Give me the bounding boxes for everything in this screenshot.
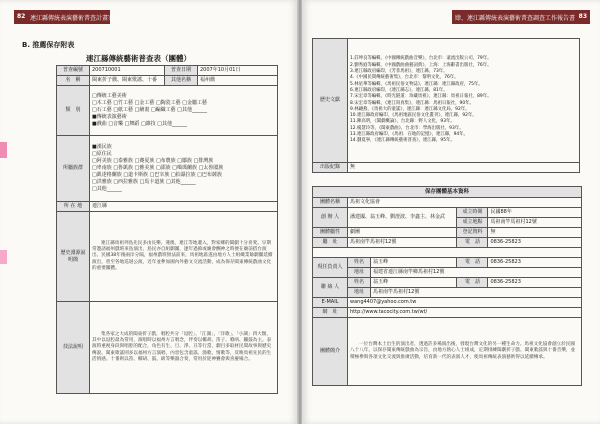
email-label: E-MAIL (313, 298, 348, 308)
reference-item: 10.連江縣政府編印，《馬祖地區民俗文化叢刊》，連江縣，92年。 (350, 113, 477, 119)
registration-label: 登記資料 (457, 228, 488, 238)
ethnic-line: □凱達格蘭族 □道卡斯族 □巴宰族 □拍瀑拉族 □巴布薩族 (92, 172, 222, 178)
ethnic-group-label: 所屬族群 (57, 136, 90, 202)
reference-item: 5.林星華等編輯，《馬祖民俗文物誌》，連江縣：連江縣政府，75年。 (350, 81, 483, 87)
header-title: 肆、連江縣傳統表演藝術普查調查工作報告書 (455, 15, 576, 22)
founded-label: 成立時間 (457, 208, 488, 218)
name-label: 名 稱 (57, 76, 90, 86)
leader-addr-label: 地址 (348, 268, 371, 278)
reference-item: 13.連江縣政府編印，《馬祖．在地的記憶》，連江縣，94年。 (350, 131, 468, 137)
reference-item: 8.宋宏章等編輯，《連江寫真集》，連江縣：馬祖日報社，90年。 (350, 100, 474, 106)
location-label: 所 在 地 (57, 202, 90, 212)
group-name-label: 團體名稱 (313, 198, 348, 208)
founded-place-label: 成立地點 (457, 218, 488, 228)
reference-item: 7.宋宏章等編輯，《時光隧道：珍藏馬祖》，連江縣：馬祖日報社，89年。 (350, 94, 492, 100)
category-line: □石工藝 □紙工藝 □繪畫 □編織工藝 □其他______ (92, 107, 207, 113)
name-value: 閩東折子戲、閩東歌謠、十番 (90, 76, 165, 86)
category-line: ■戲曲 □音樂 □舞蹈 □雜技 □其他______ (92, 121, 187, 127)
published-label: 出版紀錄 (313, 163, 348, 173)
contact-tel-label: 電 話 (457, 278, 488, 288)
intro-cell (348, 318, 582, 386)
survey-date-label: 普查日期 (165, 66, 198, 76)
founder-value: 潘建國、翁玉峰、劉澄波、李鑫主、林金武 (348, 208, 457, 228)
section-title: B. 推薦保存附表 (22, 41, 75, 49)
ethnic-line: □其他______ (92, 186, 122, 192)
contact-name: 翁玉峰 (371, 278, 457, 288)
address-label: 屬 址 (313, 238, 348, 248)
left-page (0, 0, 298, 424)
form-title: 連江縣傳統藝術普查表（團體） (86, 54, 191, 63)
address-value: 馬祖南竿馬祖村12號 (348, 238, 457, 248)
contact-name-label: 姓名 (348, 278, 371, 288)
category-line: □木工藝 □竹工藝 □金工藝 □陶瓷工藝 □金屬工藝 (92, 100, 207, 106)
reference-item: 4.《中國民間傳統藝術集》，台北市：黎明文化，76年。 (350, 75, 459, 81)
survey-form-table (56, 65, 278, 394)
survey-no: 200710001 (90, 66, 165, 76)
category-line: ■傳統表演藝術 (92, 114, 127, 120)
contact-label: 聯 絡 人 (313, 278, 348, 298)
type-value: 劇團 (348, 228, 457, 238)
intro-label: 團體簡介 (313, 318, 348, 386)
reference-item: 12.楊慧玲等，《閩東戲曲》，台北市：學海出版社，93年。 (350, 125, 464, 131)
reference-item: 14.劉夏寧，《連江縣傳統藝術普查》，連江縣，95年。 (350, 138, 455, 144)
contact-tel: 0836-25823 (488, 278, 582, 288)
ethnic-line: □原住民 (92, 151, 112, 157)
registration-value: 無 (488, 228, 582, 238)
reference-item: 6.連江縣政府編印，《連江縣志》，連江縣，81年。 (350, 87, 448, 93)
history-text: 連江縣馬祖列島先民多由長樂、蓮澳、連江等地遷入，對家鄉的閩劇十分喜愛。早期常邀請福州戲班來島演出，島民亦自組劇團，逢年過節或廟會酬神之時便在廟前搭台演出。民國38年後兩岸分隔，福州戲班無法前來，馬祖地區遂由地方人士組織業餘劇團延續演出，曾至各地巡迴公演，近年並參加國內外藝文交流活動，成為保存閩東傳統戲曲文化的重要團體。 (92, 240, 273, 271)
ethnic-line: □阿美族 □泰雅族 □賽夏族 □布農族 □鄒族 □排灣族 (92, 158, 214, 164)
published-value: 無 (348, 163, 580, 173)
survey-no-label: 普查編號 (57, 66, 90, 76)
header-title: 連江縣傳統表演藝術普查計畫案 (30, 15, 115, 22)
type-label: 團體屬性 (313, 228, 348, 238)
page-number: 82 (17, 13, 26, 20)
survey-date: 2007年10月01日 (198, 66, 278, 76)
references-table (312, 38, 580, 173)
other-name-label: 其他名稱 (165, 76, 198, 86)
reference-item: 3.連江縣政府編印，《芳菲馬祖》，連江縣，73年。 (350, 69, 448, 75)
group-name: 馬祖文化協會 (348, 198, 582, 208)
reference-item: 11.陳高明，《閩劇概論》，台北縣：野人文化，93年。 (350, 119, 455, 125)
leader-name-label: 姓名 (348, 258, 371, 268)
category-label: 類 別 (57, 86, 90, 136)
technique-text: 集各家之大成的閩東折子戲，唱腔共分「逗腔」、「江湖」、「洋歌」、「小調」四大類，其中以逗腔最為常用，演唱時以福州方言唱念，伴奏以椰胡、笛子、嗩吶、鑼鼓為主。表演時重視身段與唱腔的配合，角色有生、旦、淨、丑等行當，劇目多取材民間故事與歷史傳說。閩東歌謠則多以福州方言演唱，內容包含童謠、漁歌、情歌等，反映馬祖先民的生活情感。十番則以笛、椰胡、鼓、鈸等樂器合奏，常用於迎神賽會與喜慶場合。 (92, 331, 272, 362)
website-value: http://www.tacocity.com.tw/wt/ (348, 308, 582, 318)
tel-value: 0836-25823 (488, 238, 582, 248)
website-label: 網 址 (313, 308, 348, 318)
location-value: 連江縣 (90, 202, 278, 212)
reference-item: 9.林翩燕，《馬祖大的童謠》，連江縣：連江縣文化局，92年。 (350, 106, 470, 112)
technique-label: 技法說明 (57, 302, 90, 394)
tel-label: 電 話 (457, 238, 488, 248)
spacer-row (313, 248, 582, 258)
left-page-header (14, 10, 115, 24)
contact-addr-label: 地址 (348, 288, 371, 298)
leader-tel: 0836-25823 (488, 258, 582, 268)
intro-text: 一位台灣本土出生的演出者，透過許多場演出後，發現台灣文化的另一種生命力。馬祖文化協會創立於民國八十八年，以保存閩東傳統戲曲為宗旨，由地方熱心人士組成，定期排練閩劇折子戲、閩東歌謠與十番音樂，並積極參與各項文化交流與推廣活動，培育新一代的表演人才，使馬祖傳統表演藝術得以延續傳承。 (350, 342, 576, 360)
ethnic-line: □卑南族 □魯凱族 □雅美族 □邵族 □噶瑪蘭族 □太魯閣族 (92, 165, 224, 171)
page-number: 83 (578, 13, 587, 20)
reference-item: 2.劉秀庭等編輯，《中國戲曲曲藝詞典》，上海：上海辭書出版社，76年。 (350, 62, 492, 68)
references-list (348, 39, 580, 163)
ethnic-line: □洪雅族 □西拉雅族 □馬卡道族 □其他______ (92, 179, 196, 185)
category-options (90, 86, 278, 136)
right-page-header (452, 10, 590, 24)
right-page (302, 0, 600, 424)
category-line: □傳統工藝美術 (92, 93, 127, 99)
founder-label: 創 辦 人 (313, 208, 348, 228)
technique-cell (90, 302, 278, 394)
email-value: wang4407@yahoo.com.tw (348, 298, 582, 308)
contact-addr: 馬祖南竿馬祖村12號 (371, 288, 582, 298)
founded-value: 民國88年 (488, 208, 582, 218)
leader-name: 翁玉峰 (371, 258, 457, 268)
reference-item: 1.莊坤良等編輯，《中國傳統戲曲音樂》，台北市：遠流出版公司，79年。 (350, 56, 492, 62)
org-info-table (312, 197, 582, 386)
leader-tel-label: 電 話 (457, 258, 488, 268)
org-section-title: 保存團體基本資料 (312, 186, 582, 198)
leader-addr: 福建省連江縣南竿鄉馬祖村12號 (371, 268, 582, 278)
leader-label: 現任負責人 (313, 258, 348, 278)
ethnic-group-options (90, 136, 278, 202)
pink-bookmark-tab (0, 250, 7, 264)
ethnic-line: ■漢民族 (92, 144, 112, 150)
history-cell (90, 212, 278, 302)
other-name-value: 福州戲 (198, 76, 278, 86)
references-label: 歷史文獻 (313, 39, 348, 163)
pink-bookmark-tab (0, 142, 7, 158)
founded-place: 馬祖南竿馬祖村12號 (488, 218, 582, 228)
history-label: 歷史淵源說明簡 (57, 212, 90, 302)
